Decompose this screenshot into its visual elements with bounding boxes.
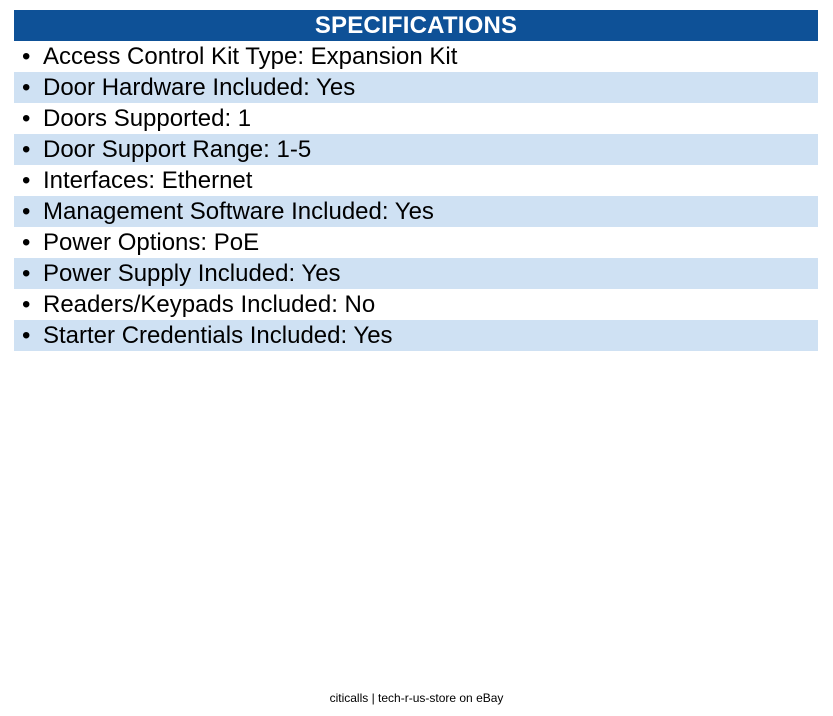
spec-row (14, 289, 818, 320)
spec-text: Door Hardware Included: Yes (43, 74, 356, 101)
spec-text: Doors Supported: 1 (43, 105, 252, 132)
spec-text: Power Options: PoE (43, 229, 260, 256)
bullet-icon: • (22, 198, 31, 225)
bullet-icon: • (22, 43, 31, 70)
spec-row (14, 72, 818, 103)
spec-row (14, 134, 818, 165)
bullet-icon: • (22, 74, 31, 101)
spec-text: Power Supply Included: Yes (43, 260, 341, 287)
spec-row (14, 165, 818, 196)
spec-text: Starter Credentials Included: Yes (43, 322, 393, 349)
bullet-icon: • (22, 260, 31, 287)
store-footer: citicalls | tech-r-us-store on eBay (329, 691, 504, 705)
spec-row (14, 227, 818, 258)
spec-text: Door Support Range: 1-5 (43, 136, 312, 163)
specifications-panel (14, 10, 818, 351)
spec-row (14, 320, 818, 351)
spec-row (14, 103, 818, 134)
spec-text: Readers/Keypads Included: No (43, 291, 376, 318)
specifications-list (14, 41, 818, 351)
bullet-icon: • (22, 229, 31, 256)
specifications-header: SPECIFICATIONS (14, 10, 818, 41)
bullet-icon: • (22, 322, 31, 349)
spec-row (14, 41, 818, 72)
spec-row (14, 196, 818, 227)
bullet-icon: • (22, 291, 31, 318)
spec-text: Management Software Included: Yes (43, 198, 434, 225)
spec-text: Access Control Kit Type: Expansion Kit (43, 43, 458, 70)
bullet-icon: • (22, 167, 31, 194)
bullet-icon: • (22, 105, 31, 132)
bullet-icon: • (22, 136, 31, 163)
spec-text: Interfaces: Ethernet (43, 167, 253, 194)
spec-row (14, 258, 818, 289)
